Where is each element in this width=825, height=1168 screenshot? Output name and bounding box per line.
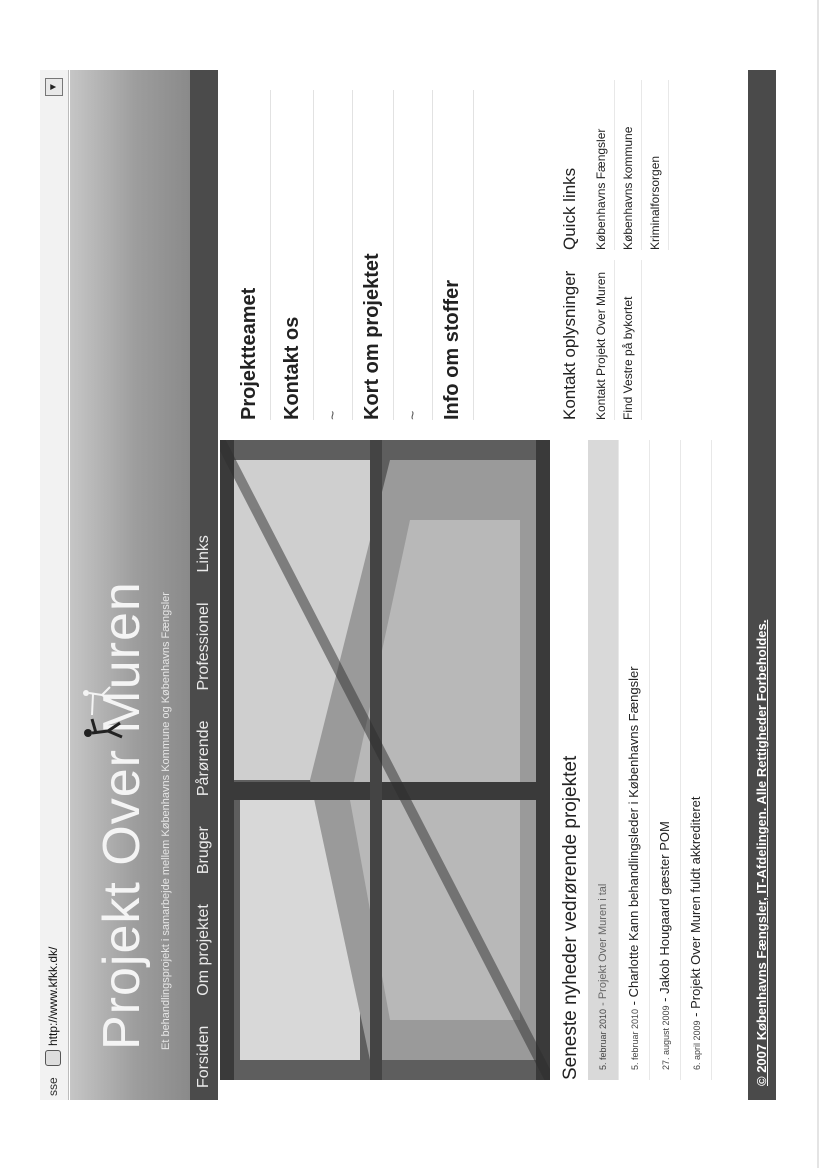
quick-links-section (560, 80, 669, 250)
address-bar[interactable] (40, 70, 69, 1100)
news-title[interactable]: Charlotte Kann behandlingsleder i Københavns Fængsler (626, 666, 641, 998)
news-section (560, 440, 712, 1080)
contact-link[interactable]: Kontakt Projekt Over Muren (588, 260, 615, 420)
news-item[interactable]: 27. august 2009 - Jakob Hougaard gæster POM (650, 440, 681, 1080)
contact-heading: Kontakt oplysninger (560, 270, 579, 420)
nav-om-projektet[interactable]: Om projektet (195, 904, 212, 996)
link-kort-om-projektet[interactable]: Kort om projektet (353, 90, 394, 420)
quick-link[interactable]: Københavns Fængsler (588, 80, 615, 250)
link-projektteamet[interactable]: Projektteamet (230, 90, 271, 420)
quick-link[interactable]: Københavns kommune (615, 80, 642, 250)
contact-section (560, 260, 642, 420)
hero-photo-image (220, 440, 550, 1080)
nav-links[interactable]: Links (195, 535, 212, 573)
news-date: 27. august 2009 (661, 1005, 671, 1070)
nav-forsiden[interactable]: Forsiden (195, 1025, 212, 1088)
link-kontakt-os[interactable]: Kontakt os (273, 90, 314, 420)
link-info-om-stoffer[interactable]: Info om stoffer (433, 90, 474, 420)
paper-edge (817, 0, 819, 1168)
address-url[interactable]: http://www.kfkk.dk/ (46, 946, 60, 1046)
address-dropdown-icon[interactable]: ▼ (45, 78, 63, 96)
climber-logo-icon (78, 675, 128, 745)
address-prefix: sse (46, 1077, 60, 1096)
news-heading: Seneste nyheder vedrørende projektet (560, 755, 581, 1080)
news-item[interactable]: 6. april 2009 - Projekt Over Muren fuldt akkrediteret (681, 440, 712, 1080)
quick-links-heading: Quick links (560, 167, 579, 250)
nav-professionel[interactable]: Professionel (195, 602, 212, 691)
nav-bruger[interactable]: Bruger (195, 826, 212, 875)
news-item[interactable]: 5. februar 2010 - Projekt Over Muren i tal (588, 440, 619, 1080)
site-title[interactable]: Projekt Over Muren (93, 581, 151, 1050)
nav-paarorende[interactable]: Pårørende (195, 720, 212, 797)
main-nav (190, 70, 218, 1100)
footer-copyright[interactable]: © 2007 Københavns Fængsler, IT-Afdelingen. Alle Rettigheder Forbeholdes. (748, 70, 776, 1100)
quick-link[interactable]: Kriminalforsorgen (642, 80, 669, 250)
rotated-page (40, 70, 800, 1100)
site-header (70, 70, 190, 1100)
hero-photo (220, 440, 550, 1080)
map-link[interactable]: Find Vestre på bykortet (615, 260, 642, 420)
news-date: 5. februar 2010 (630, 1008, 640, 1070)
ie-page-icon (45, 1050, 61, 1066)
news-title[interactable]: Jakob Hougaard gæster POM (657, 821, 672, 994)
news-title[interactable]: Projekt Over Muren i tal (597, 883, 609, 1000)
news-item[interactable]: 5. februar 2010 - Charlotte Kann behandlingsleder i Københavns Fængsler (619, 440, 650, 1080)
site-subtitle: Et behandlingsprojekt i samarbejde mellem Københavns Kommune og Københavns Fængsler (160, 592, 172, 1050)
divider-tilde: ~ (396, 90, 433, 420)
news-date: 5. februar 2010 (598, 1008, 608, 1070)
news-title[interactable]: Projekt Over Muren fuldt akkrediteret (688, 796, 703, 1009)
news-date: 6. april 2009 (692, 1020, 702, 1070)
divider-tilde: ~ (316, 90, 353, 420)
right-column (230, 90, 476, 420)
